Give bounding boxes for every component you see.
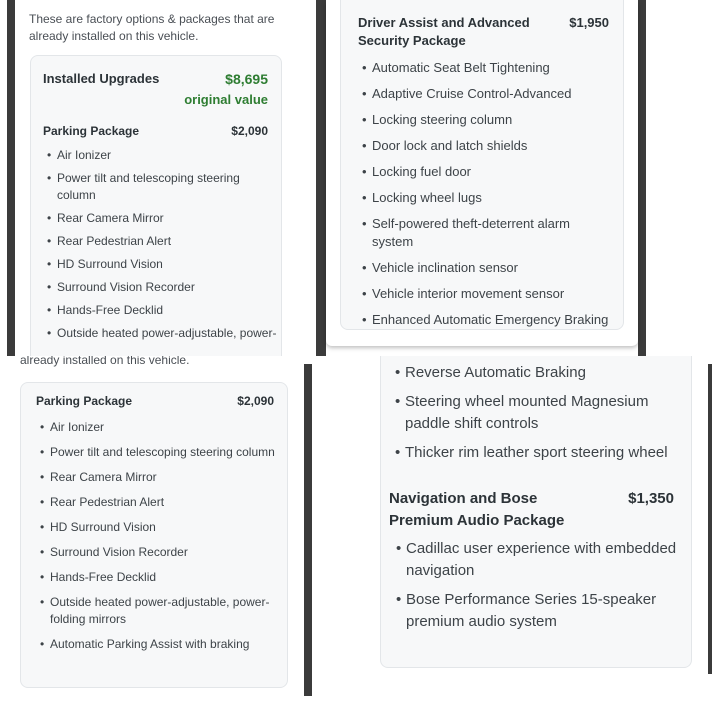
right-edge-bar	[304, 364, 312, 696]
list-item: • HD Surround Vision	[57, 256, 267, 273]
list-item: • Rear Pedestrian Alert	[50, 494, 278, 511]
installed-upgrades-card	[30, 55, 282, 356]
list-item: • Hands-Free Decklid	[57, 302, 267, 319]
package-price: $1,350	[628, 490, 674, 507]
list-item: • Outside heated power-adjustable, power-	[57, 325, 267, 342]
cut-intro-text: already installed on this vehicle.	[20, 356, 190, 367]
right-edge-bar	[708, 364, 712, 674]
package-name: Navigation and Bose Premium Audio Package	[389, 490, 565, 529]
top-right-panel	[316, 0, 720, 356]
list-item: • Rear Camera Mirror	[50, 469, 278, 486]
total-value: $8,695	[225, 71, 268, 87]
nav-bose-package-header	[381, 488, 691, 532]
list-item: • Locking fuel door	[372, 163, 612, 181]
list-item: • Enhanced Automatic Emergency Braking	[372, 311, 612, 329]
driver-assist-header	[341, 14, 623, 50]
total-value-label: original value	[184, 92, 268, 107]
left-edge-bar	[316, 0, 326, 356]
list-item: • Power tilt and telescoping steering column	[57, 170, 267, 204]
parking-package-header	[21, 394, 287, 408]
list-item: • Air Ionizer	[50, 419, 278, 436]
list-item: • Automatic Seat Belt Tightening	[372, 59, 612, 77]
list-item: • Rear Pedestrian Alert	[57, 233, 267, 250]
list-item: • Self-powered theft-deterrent alarm system	[372, 215, 612, 251]
list-item: • Bose Performance Series 15-speaker premium audio system	[406, 589, 686, 633]
bottom-left-panel	[0, 356, 312, 720]
list-item: • Surround Vision Recorder	[57, 279, 267, 296]
list-item: • Surround Vision Recorder	[50, 544, 278, 561]
list-item: • Thicker rim leather sport steering wheel	[405, 442, 685, 464]
package-name: Parking Package	[36, 394, 133, 408]
nav-bose-features-list	[406, 538, 686, 640]
list-item: • Vehicle interior movement sensor	[372, 285, 612, 303]
driver-assist-features-list	[372, 59, 612, 337]
list-item: • Reverse Automatic Braking	[405, 362, 685, 384]
list-item: • Steering wheel mounted Magnesium paddle shift controls	[405, 391, 685, 435]
continued-features-list	[405, 362, 685, 471]
list-item: • Vehicle inclination sensor	[372, 259, 612, 277]
list-item: • Locking steering column	[372, 111, 612, 129]
parking-package-header	[31, 124, 281, 138]
bottom-right-panel	[312, 356, 720, 720]
intro-text: These are factory options & packages that are already installed on this vehicle.	[29, 12, 275, 43]
list-item: • Hands-Free Decklid	[50, 569, 278, 586]
list-item: • Locking wheel lugs	[372, 189, 612, 207]
list-item: • Door lock and latch shields	[372, 137, 612, 155]
list-item: • Cadillac user experience with embedded navigation	[406, 538, 686, 582]
parking-features-list	[50, 419, 278, 661]
parking-package-card	[20, 382, 288, 688]
package-price: $2,090	[231, 124, 268, 138]
right-edge-bar	[638, 0, 646, 356]
package-name: Driver Assist and Advanced Security Package	[358, 15, 530, 48]
installed-upgrades-title: Installed Upgrades	[43, 71, 160, 86]
package-price: $2,090	[237, 394, 274, 408]
list-item: • Power tilt and telescoping steering column	[50, 444, 278, 461]
left-edge-bar	[7, 0, 15, 356]
list-item: • HD Surround Vision	[50, 519, 278, 536]
list-item: • Adaptive Cruise Control-Advanced	[372, 85, 612, 103]
parking-features-list	[57, 147, 277, 348]
driver-assist-card	[340, 0, 624, 330]
package-name: Parking Package	[43, 124, 140, 138]
package-price: $1,950	[569, 15, 609, 30]
list-item: • Rear Camera Mirror	[57, 210, 267, 227]
list-item: • Outside heated power-adjustable, power-folding mirrors	[50, 594, 278, 628]
list-item: • Air Ionizer	[57, 147, 267, 164]
top-left-panel	[0, 0, 312, 356]
continued-features-card	[380, 356, 692, 668]
list-item: • Automatic Parking Assist with braking	[50, 636, 278, 653]
